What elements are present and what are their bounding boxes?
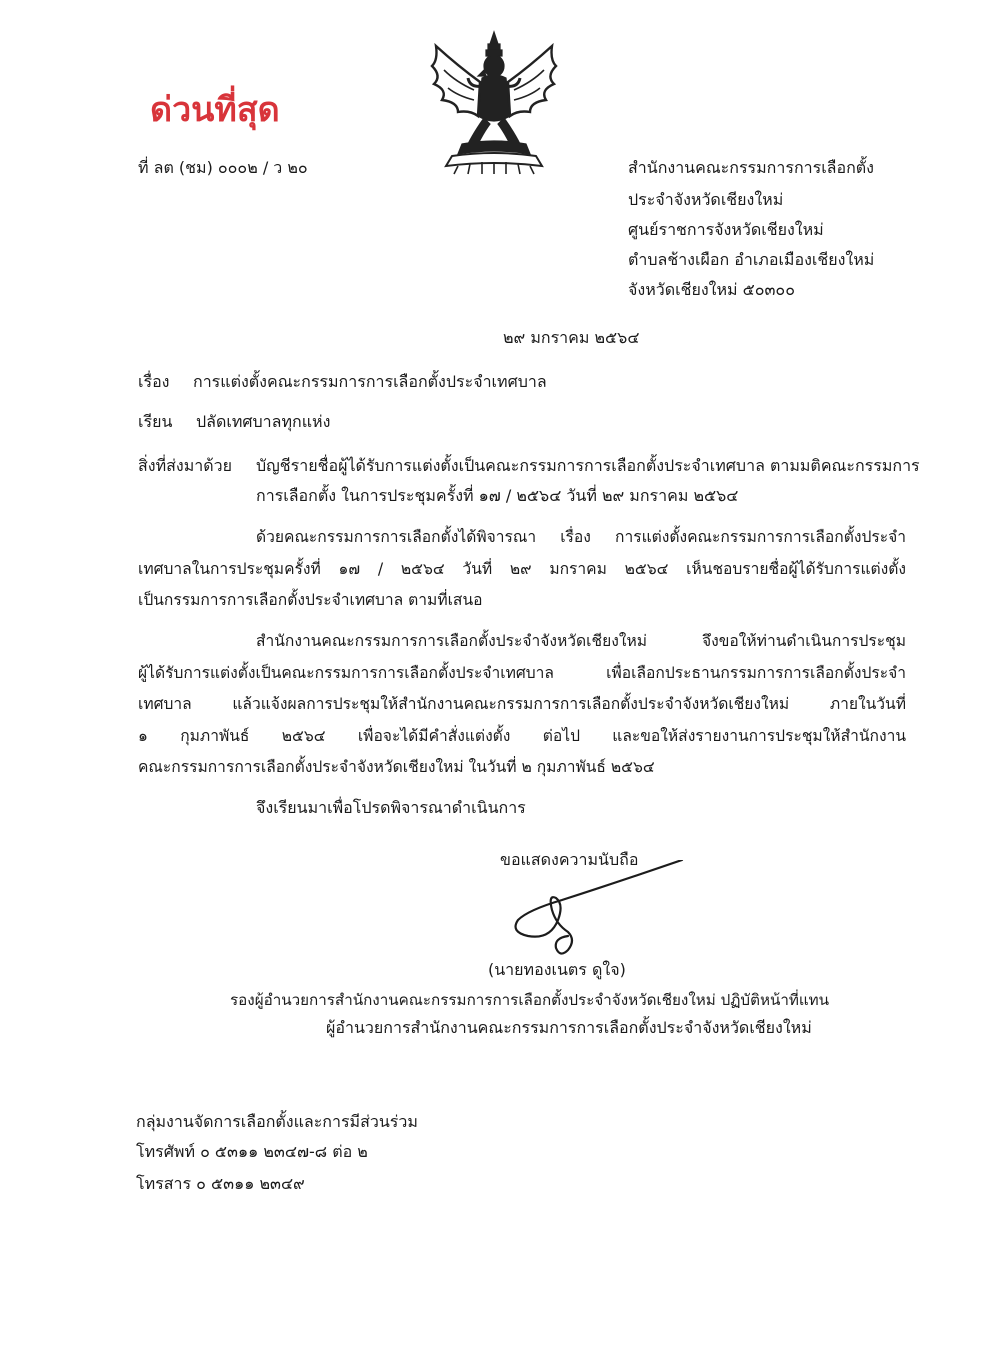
paragraph-2-line-2: ผู้ได้รับการแต่งตั้งเป็นคณะกรรมการการเลือกตั้งประจำเทศบาล เพื่อเลือกประธานกรรมการการเลือกตั้งประจำ [138,663,906,682]
paragraph-2-line-1: สำนักงานคณะกรรมการการเลือกตั้งประจำจังหวัดเชียงใหม่ จึงขอให้ท่านดำเนินการประชุม [256,632,906,650]
body-paragraph-1 [138,522,906,617]
signatory-title-line-2: ผู้อำนวยการสำนักงานคณะกรรมการการเลือกตั้งประจำจังหวัดเชียงใหม่ [326,1018,812,1037]
signatory-title-line-1: รองผู้อำนวยการสำนักงานคณะกรรมการการเลือกตั้งประจำจังหวัดเชียงใหม่ ปฏิบัติหน้าที่แทน [230,991,830,1009]
paragraph-2-line-3: เทศบาล แล้วแจ้งผลการประชุมให้สำนักงานคณะกรรมการการเลือกตั้งประจำจังหวัดเชียงใหม่ ภายในวันที่ [138,695,906,713]
enclosure-label: สิ่งที่ส่งมาด้วย [138,456,232,475]
subject-label: เรื่อง [138,372,170,391]
enclosure-line-1: บัญชีรายชื่อผู้ได้รับการแต่งตั้งเป็นคณะกรรมการการเลือกตั้งประจำเทศบาล ตามมติคณะกรรมการ [256,456,920,475]
urgency-stamp: ด่วนที่สุด [150,90,280,130]
letter-date: ๒๙ มกราคม ๒๕๖๔ [503,328,640,347]
garuda-emblem-icon [418,26,570,178]
signatory-name: (นายทองเนตร ดูใจ) [488,960,626,979]
closing-sentence: จึงเรียนมาเพื่อโปรดพิจารณาดำเนินการ [256,798,526,817]
footer-phone: โทรศัพท์ ๐ ๕๓๑๑ ๒๓๔๗-๘ ต่อ ๒ [136,1142,368,1161]
paragraph-1-line-3: เป็นกรรมการการเลือกตั้งประจำเทศบาล ตามที่เสนอ [138,591,483,609]
paragraph-2-line-4: ๑ กุมภาพันธ์ ๒๕๖๔ เพื่อจะได้มีคำสั่งแต่งตั้ง ต่อไป และขอให้ส่งรายงานการประชุมให้สำนักงาน [138,726,906,745]
paragraph-1-line-2: เทศบาลในการประชุมครั้งที่ ๑๗ / ๒๕๖๔ วันที่ ๒๙ มกราคม ๒๕๖๔ เห็นชอบรายชื่อผู้ได้รับการแต่งตั้ง [138,559,906,578]
recipient-label: เรียน [138,412,173,431]
footer-department: กลุ่มงานจัดการเลือกตั้งและการมีส่วนร่วม [136,1112,418,1131]
sender-address-line-4: ตำบลช้างเผือก อำเภอเมืองเชียงใหม่ [628,250,875,269]
paragraph-2-line-5: คณะกรรมการการเลือกตั้งประจำจังหวัดเชียงใหม่ ในวันที่ ๒ กุมภาพันธ์ ๒๕๖๔ [138,758,655,776]
handwritten-signature [498,860,698,960]
recipient-text: ปลัดเทศบาลทุกแห่ง [196,412,331,431]
salutation: ขอแสดงความนับถือ [500,850,639,869]
reference-number: ที่ ลต (ชม) ๐๐๐๒ / ว ๒๐ [138,158,308,177]
paragraph-1-line-1: ด้วยคณะกรรมการการเลือกตั้งได้พิจารณา เรื่อง การแต่งตั้งคณะกรรมการการเลือกตั้งประจำ [256,528,906,546]
enclosure-line-2: การเลือกตั้ง ในการประชุมครั้งที่ ๑๗ / ๒๕๖๔ วันที่ ๒๙ มกราคม ๒๕๖๔ [256,486,739,505]
sender-address-line-5: จังหวัดเชียงใหม่ ๕๐๓๐๐ [628,280,795,299]
footer-fax: โทรสาร ๐ ๕๓๑๑ ๒๓๔๙ [136,1174,305,1193]
sender-address-line-2: ประจำจังหวัดเชียงใหม่ [628,190,784,209]
sender-address-line-3: ศูนย์ราชการจังหวัดเชียงใหม่ [628,220,824,239]
body-paragraph-2 [138,626,906,784]
subject-text: การแต่งตั้งคณะกรรมการการเลือกตั้งประจำเทศบาล [193,372,547,391]
sender-address-line-1: สำนักงานคณะกรรมการการเลือกตั้ง [628,158,874,177]
